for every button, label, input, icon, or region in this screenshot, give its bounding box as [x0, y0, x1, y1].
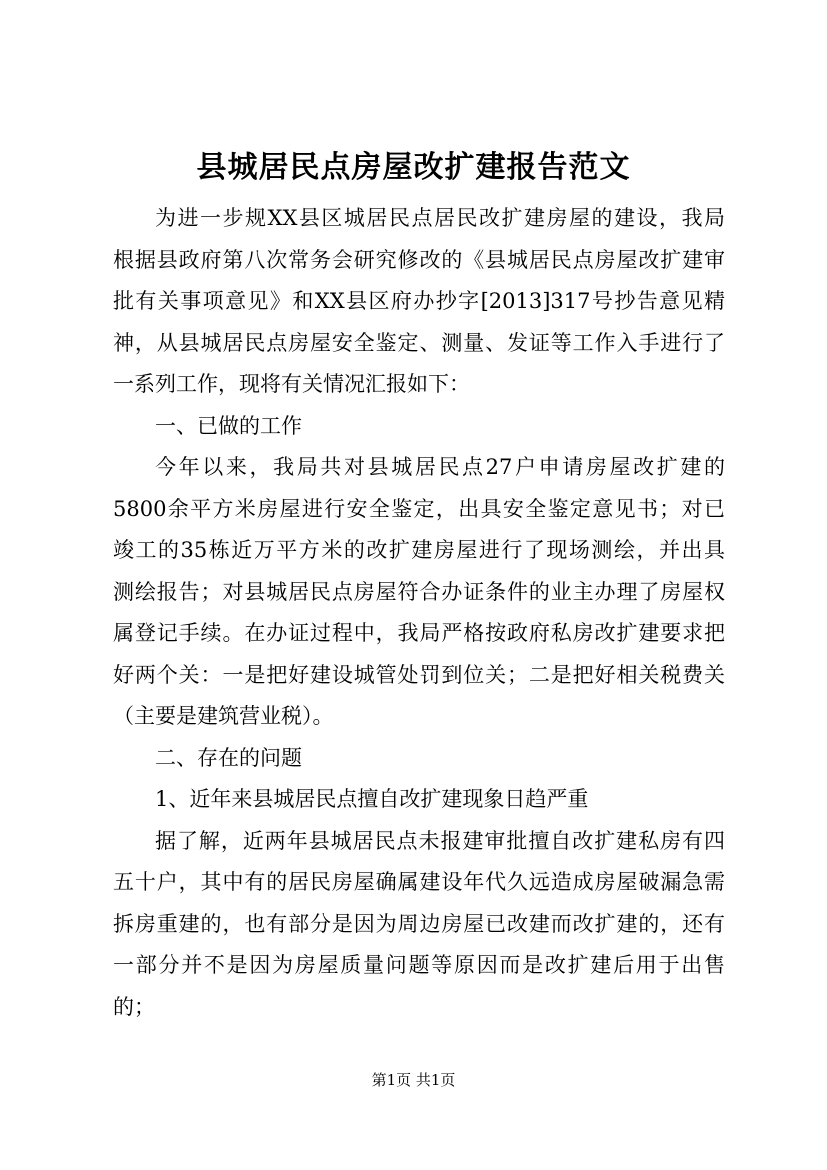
- paragraph-line: 一系列工作，现将有关情况汇报如下：: [113, 372, 470, 396]
- paragraph-line: （主要是建筑营业税）。: [113, 704, 334, 728]
- paragraph-line: 一部分并不是因为房屋质量问题等原因而是改扩建后用于出售: [113, 953, 725, 977]
- page-footer: 第1页 共1页: [371, 1071, 456, 1089]
- paragraph-line: 根据县政府第八次常务会研究修改的《县城居民点房屋改扩建审: [113, 247, 725, 272]
- paragraph-line: 的；: [113, 994, 155, 1019]
- paragraph-line: 5800余平方米房屋进行安全鉴定，出具安全鉴定意见书；对已: [113, 496, 725, 521]
- section-heading: 一、已做的工作: [155, 413, 302, 438]
- paragraph-line: 竣工的35栋近万平方米的改扩建房屋进行了现场测绘，并出具: [113, 538, 725, 562]
- document-title: 县城居民点房屋改扩建报告范文: [196, 150, 631, 185]
- section-heading: 二、存在的问题: [155, 745, 302, 770]
- paragraph-line: 据了解，近两年县城居民点未报建审批擅自改扩建私房有四: [155, 828, 725, 853]
- paragraph-line: 好两个关：一是把好建设城管处罚到位关；二是把好相关税费关: [113, 662, 725, 687]
- document-body: [113, 198, 725, 1028]
- paragraph-line: 今年以来，我局共对县城居民点27户申请房屋改扩建的: [155, 455, 725, 479]
- paragraph-line: 拆房重建的，也有部分是因为周边房屋已改建而改扩建的，还有: [113, 911, 725, 936]
- subsection-heading: 1、近年来县城居民点擅自改扩建现象日趋严重: [155, 787, 589, 811]
- paragraph-line: 属登记手续。在办证过程中，我局严格按政府私房改扩建要求把: [113, 621, 725, 645]
- paragraph-line: 神，从县城居民点房屋安全鉴定、测量、发证等工作入手进行了: [113, 330, 725, 355]
- paragraph-line: 五十户，其中有的居民房屋确属建设年代久远造成房屋破漏急需: [113, 870, 725, 894]
- paragraph-line: 批有关事项意见》和XX县区府办抄字[2013]317号抄告意见精: [113, 289, 725, 313]
- paragraph-line: 测绘报告；对县城居民点房屋符合办证条件的业主办理了房屋权: [113, 579, 725, 604]
- paragraph-line: 为进一步规XX县区城居民点居民改扩建房屋的建设，我局: [155, 206, 725, 230]
